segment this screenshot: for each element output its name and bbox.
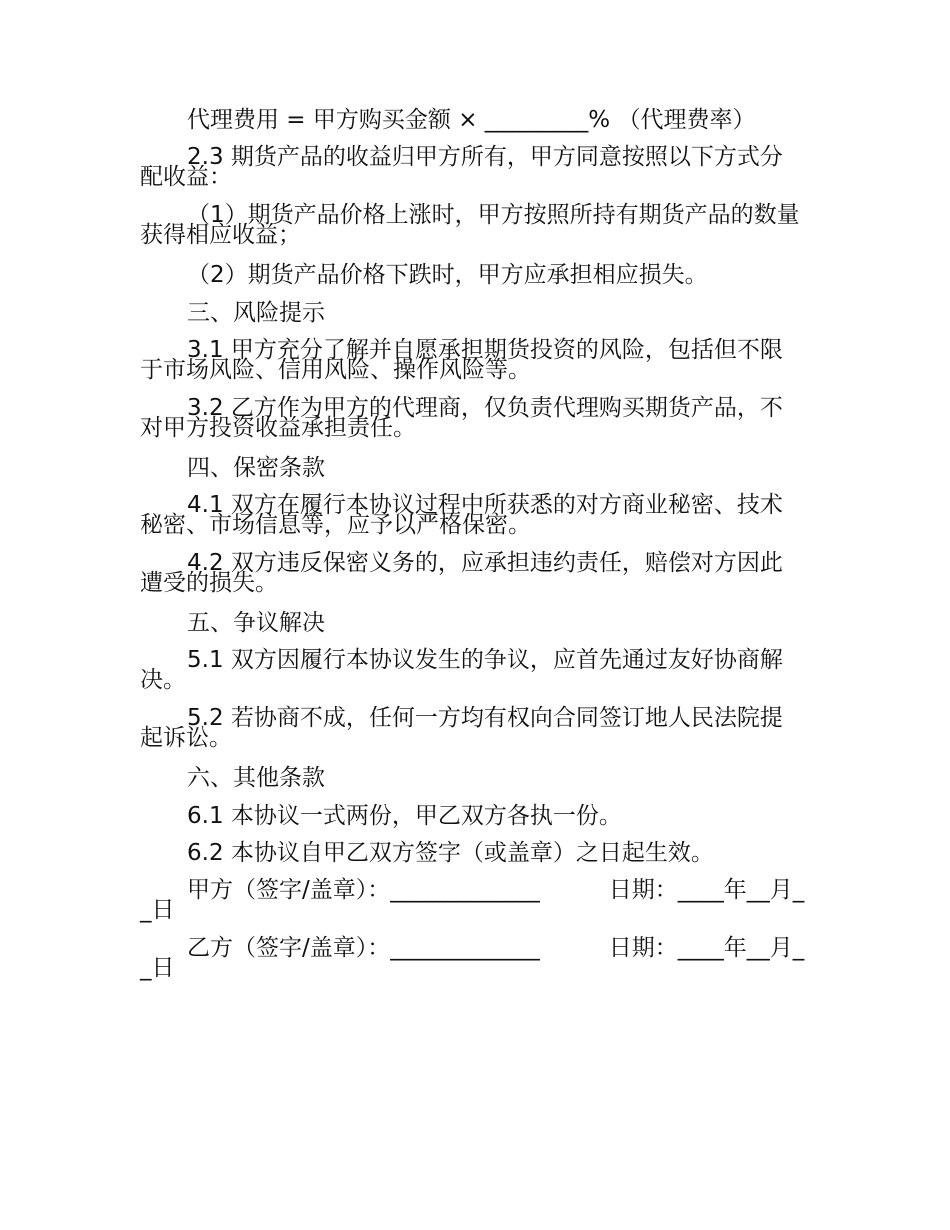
paragraph-5-1: 5.1 双方因履行本协议发生的争议，应首先通过友好协商解决。 (140, 647, 783, 693)
paragraph-3-1: 3.1 甲方充分了解并自愿承担期货投资的风险，包括但不限于市场风险、信用风险、操作风险等。 (140, 337, 783, 383)
signature-line-party-b: 乙方（签字/盖章）：_____________ 日期：____年__月__日 (140, 935, 805, 981)
paragraph-6-2: 6.2 本协议自甲乙双方签字（或盖章）之日起生效。 (187, 840, 714, 866)
paragraph-2-3: 2.3 期货产品的收益归甲方所有，甲方同意按照以下方式分配收益： (140, 144, 783, 190)
section-heading-risk: 三、风险提示 (187, 300, 325, 326)
section-heading-dispute: 五、争议解决 (187, 610, 325, 636)
paragraph-5-2: 5.2 若协商不成，任何一方均有权向合同签订地人民法院提起诉讼。 (140, 705, 783, 751)
paragraph-6-1: 6.1 本协议一式两份，甲乙双方各执一份。 (187, 803, 622, 829)
paragraph-2-3-item-2: （2）期货产品价格下跌时，甲方应承担相应损失。 (187, 262, 708, 288)
section-heading-confidentiality: 四、保密条款 (187, 455, 325, 481)
paragraph-3-2: 3.2 乙方作为甲方的代理商，仅负责代理购买期货产品，不对甲方投资收益承担责任。 (140, 395, 783, 441)
paragraph-4-2: 4.2 双方违反保密义务的，应承担违约责任，赔偿对方因此遭受的损失。 (140, 550, 783, 596)
paragraph-4-1: 4.1 双方在履行本协议过程中所获悉的对方商业秘密、技术秘密、市场信息等，应予以严格保密。 (140, 492, 783, 538)
signature-line-party-a: 甲方（签字/盖章）：_____________ 日期：____年__月__日 (140, 877, 805, 923)
section-heading-other: 六、其他条款 (187, 765, 325, 791)
paragraph-2-3-item-1: （1）期货产品价格上涨时，甲方按照所持有期货产品的数量获得相应收益； (140, 202, 800, 248)
paragraph-agency-fee-formula: 代理费用 = 甲方购买金额 × _________% （代理费率） (187, 107, 756, 133)
